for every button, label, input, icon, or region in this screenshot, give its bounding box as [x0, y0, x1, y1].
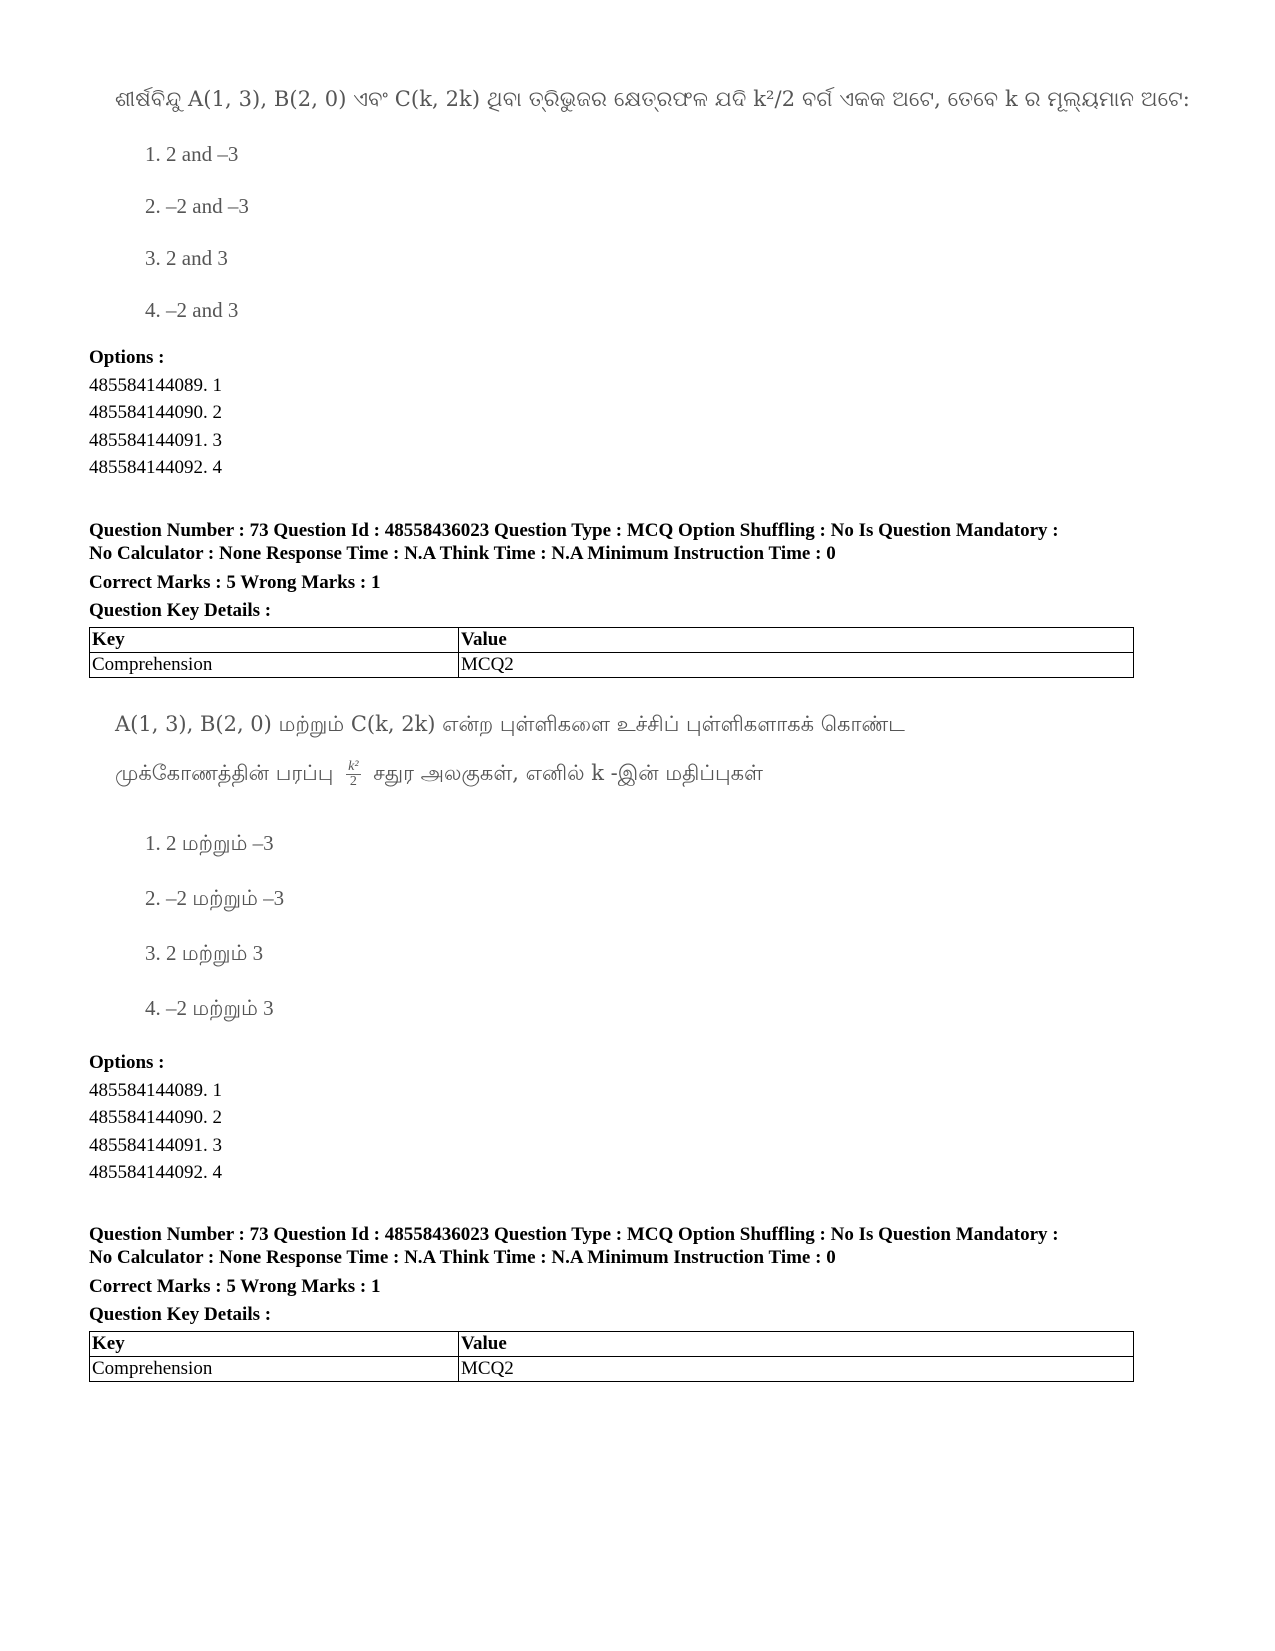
option-id: 485584144091. 3: [89, 1134, 222, 1156]
option-id: 485584144089. 1: [89, 1079, 222, 1101]
table-header-key: Key: [90, 1332, 459, 1357]
odia-question-stem: ଶୀର୍ଷବିନ୍ଦୁ A(1, 3), B(2, 0) ଏବଂ C(k, 2k) ଥିବା ତ୍ରିଭୁଜର କ୍ଷେତ୍ରଫଳ ଯଦି k²/2 ବର୍ଗ ଏକକ ଅଟେ, ତେବେ k ର ମୂଲ୍ୟମାନ ଅଟେ:: [115, 87, 1190, 111]
tamil-question-line2-pre: முக்கோணத்தின் பரப்பு: [115, 761, 334, 785]
question-meta: [89, 1224, 1059, 1269]
key-details-table: [89, 627, 1134, 678]
table-row: [90, 1357, 1134, 1382]
key-details-title: Question Key Details :: [89, 1303, 272, 1325]
tamil-option-2: 2. –2 மற்றும் –3: [145, 886, 285, 910]
key-details-table: [89, 1331, 1134, 1382]
fraction-numerator: k²: [348, 759, 359, 774]
option-id: 485584144092. 4: [89, 1162, 222, 1183]
key-details-table-wrap: [89, 1331, 1134, 1382]
tamil-question-image: [115, 707, 905, 1020]
marks-text: Correct Marks : 5 Wrong Marks : 1: [89, 1276, 381, 1297]
table-cell-value: MCQ2: [459, 653, 1134, 678]
option-id: 485584144089. 1: [89, 374, 222, 396]
odia-option-1: 1. 2 and –3: [145, 142, 239, 166]
option-id: 485584144090. 2: [89, 1107, 222, 1128]
fraction: [346, 760, 360, 789]
options-title: Options :: [89, 347, 165, 368]
table-cell-key: Comprehension: [90, 653, 459, 678]
table-row: [90, 653, 1134, 678]
odia-option-4: 4. –2 and 3: [145, 298, 239, 322]
tamil-option-3: 3. 2 மற்றும் 3: [145, 941, 264, 965]
odia-option-3: 3. 2 and 3: [145, 246, 228, 270]
table-cell-key: Comprehension: [90, 1357, 459, 1382]
question-meta-line2: No Calculator : None Response Time : N.A Think Time : N.A Minimum Instruction Time : 0: [89, 542, 836, 564]
tamil-option-1: 1. 2 மற்றும் –3: [145, 831, 274, 855]
question-meta-line2: No Calculator : None Response Time : N.A Think Time : N.A Minimum Instruction Time : 0: [89, 1246, 836, 1268]
options-block: [89, 344, 222, 482]
tamil-question-line1: A(1, 3), B(2, 0) மற்றும் C(k, 2k) என்ற புள்ளிகளை உச்சிப் புள்ளிகளாகக் கொண்ட: [115, 712, 905, 736]
fraction-denominator: 2: [349, 774, 357, 789]
odia-question-image: [115, 84, 1190, 322]
marks-text: Correct Marks : 5 Wrong Marks : 1: [89, 572, 381, 593]
table-cell-value: MCQ2: [459, 1357, 1134, 1382]
tamil-question-line2-post: சதுர அலகுகள், எனில் k -இன் மதிப்புகள்: [373, 761, 763, 785]
odia-option-2: 2. –2 and –3: [145, 194, 249, 218]
options-title: Options :: [89, 1052, 165, 1073]
question-meta: [89, 520, 1059, 565]
table-header-row: [90, 1332, 1134, 1357]
key-details-table-wrap: [89, 627, 1134, 678]
tamil-question-line2: [115, 751, 905, 795]
marks-line: [89, 569, 380, 624]
option-id: 485584144092. 4: [89, 457, 222, 478]
key-details-title: Question Key Details :: [89, 599, 272, 621]
question-meta-line1: Question Number : 73 Question Id : 48558436023 Question Type : MCQ Option Shuffling : No Is Question Mandatory :: [89, 1224, 1059, 1245]
table-header-value: Value: [459, 628, 1134, 653]
option-id: 485584144090. 2: [89, 402, 222, 423]
table-header-key: Key: [90, 628, 459, 653]
tamil-option-4: 4. –2 மற்றும் 3: [145, 996, 274, 1020]
table-header-value: Value: [459, 1332, 1134, 1357]
table-header-row: [90, 628, 1134, 653]
question-meta-line1: Question Number : 73 Question Id : 48558436023 Question Type : MCQ Option Shuffling : No Is Question Mandatory :: [89, 520, 1059, 541]
marks-line: [89, 1273, 380, 1328]
options-block: [89, 1049, 222, 1187]
option-id: 485584144091. 3: [89, 429, 222, 451]
